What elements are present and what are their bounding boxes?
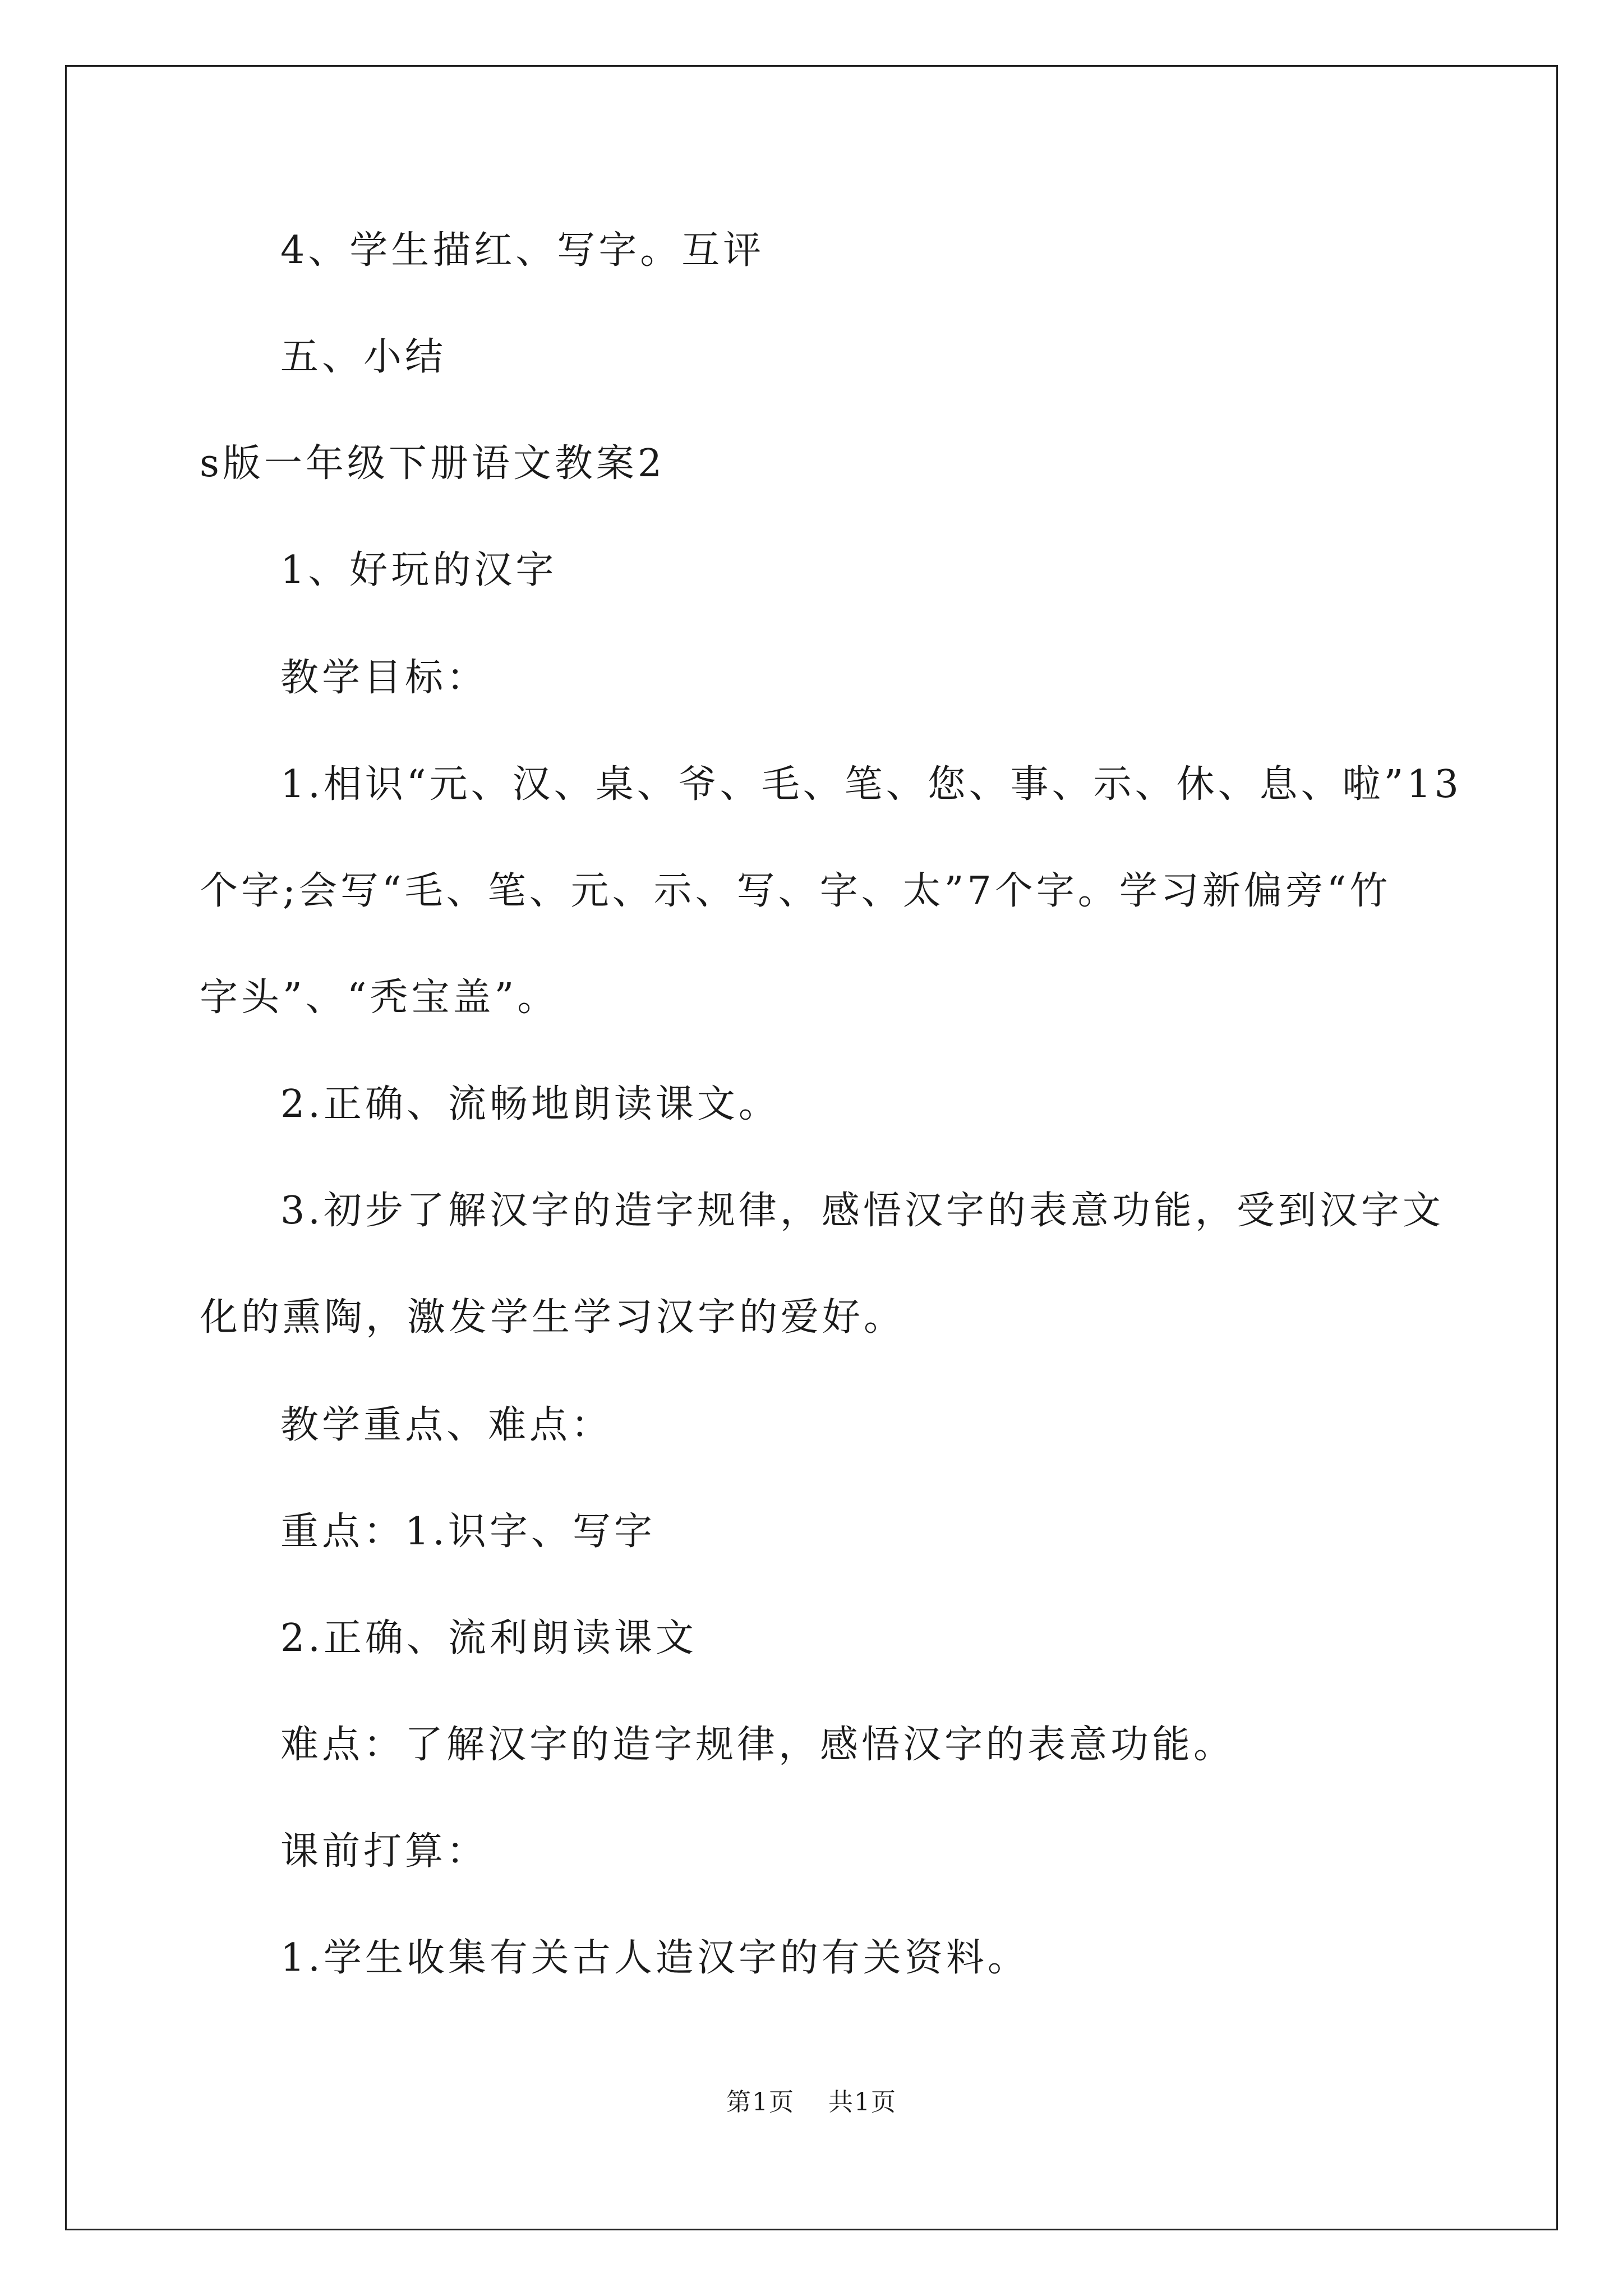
text-line: 4、学生描红、写字。互评 bbox=[280, 228, 765, 273]
text-line: 课前打算： bbox=[280, 1829, 488, 1874]
section-heading: s版一年级下册语文教案2 bbox=[200, 441, 666, 486]
text-line: 字头”、“秃宝盖”。 bbox=[200, 976, 559, 1020]
text-line: 2.正确、流利朗读课文 bbox=[280, 1616, 697, 1660]
page-border bbox=[65, 65, 1558, 2230]
text-line: 3.初步了解汉字的造字规律，感悟汉字的表意功能，受到汉字文 bbox=[280, 1189, 1444, 1233]
text-line: 五、小结 bbox=[280, 335, 447, 379]
text-line: 难点：了解汉字的造字规律，感悟汉字的表意功能。 bbox=[280, 1723, 1235, 1767]
text-line: 1.学生收集有关古人造汉字的有关资料。 bbox=[280, 1936, 1029, 1980]
text-line: 教学重点、难点： bbox=[280, 1403, 613, 1447]
text-line: 化的熏陶，激发学生学习汉字的爱好。 bbox=[200, 1295, 906, 1340]
text-line: 1.相识“元、汉、桌、爷、毛、笔、您、事、示、休、息、啦”13 bbox=[280, 762, 1462, 807]
page-number: 第1页 bbox=[726, 2088, 795, 2116]
text-line: 重点：1.识字、写字 bbox=[280, 1510, 656, 1554]
text-line: 个字;会写“毛、笔、元、示、写、字、太”7个字。学习新偏旁“竹 bbox=[200, 869, 1391, 913]
lesson-title: 1、好玩的汉字 bbox=[280, 548, 557, 592]
text-line: 2.正确、流畅地朗读课文。 bbox=[280, 1082, 780, 1126]
page-total: 共1页 bbox=[828, 2088, 897, 2116]
page-footer bbox=[0, 2086, 1623, 2119]
text-line: 教学目标： bbox=[280, 656, 488, 700]
